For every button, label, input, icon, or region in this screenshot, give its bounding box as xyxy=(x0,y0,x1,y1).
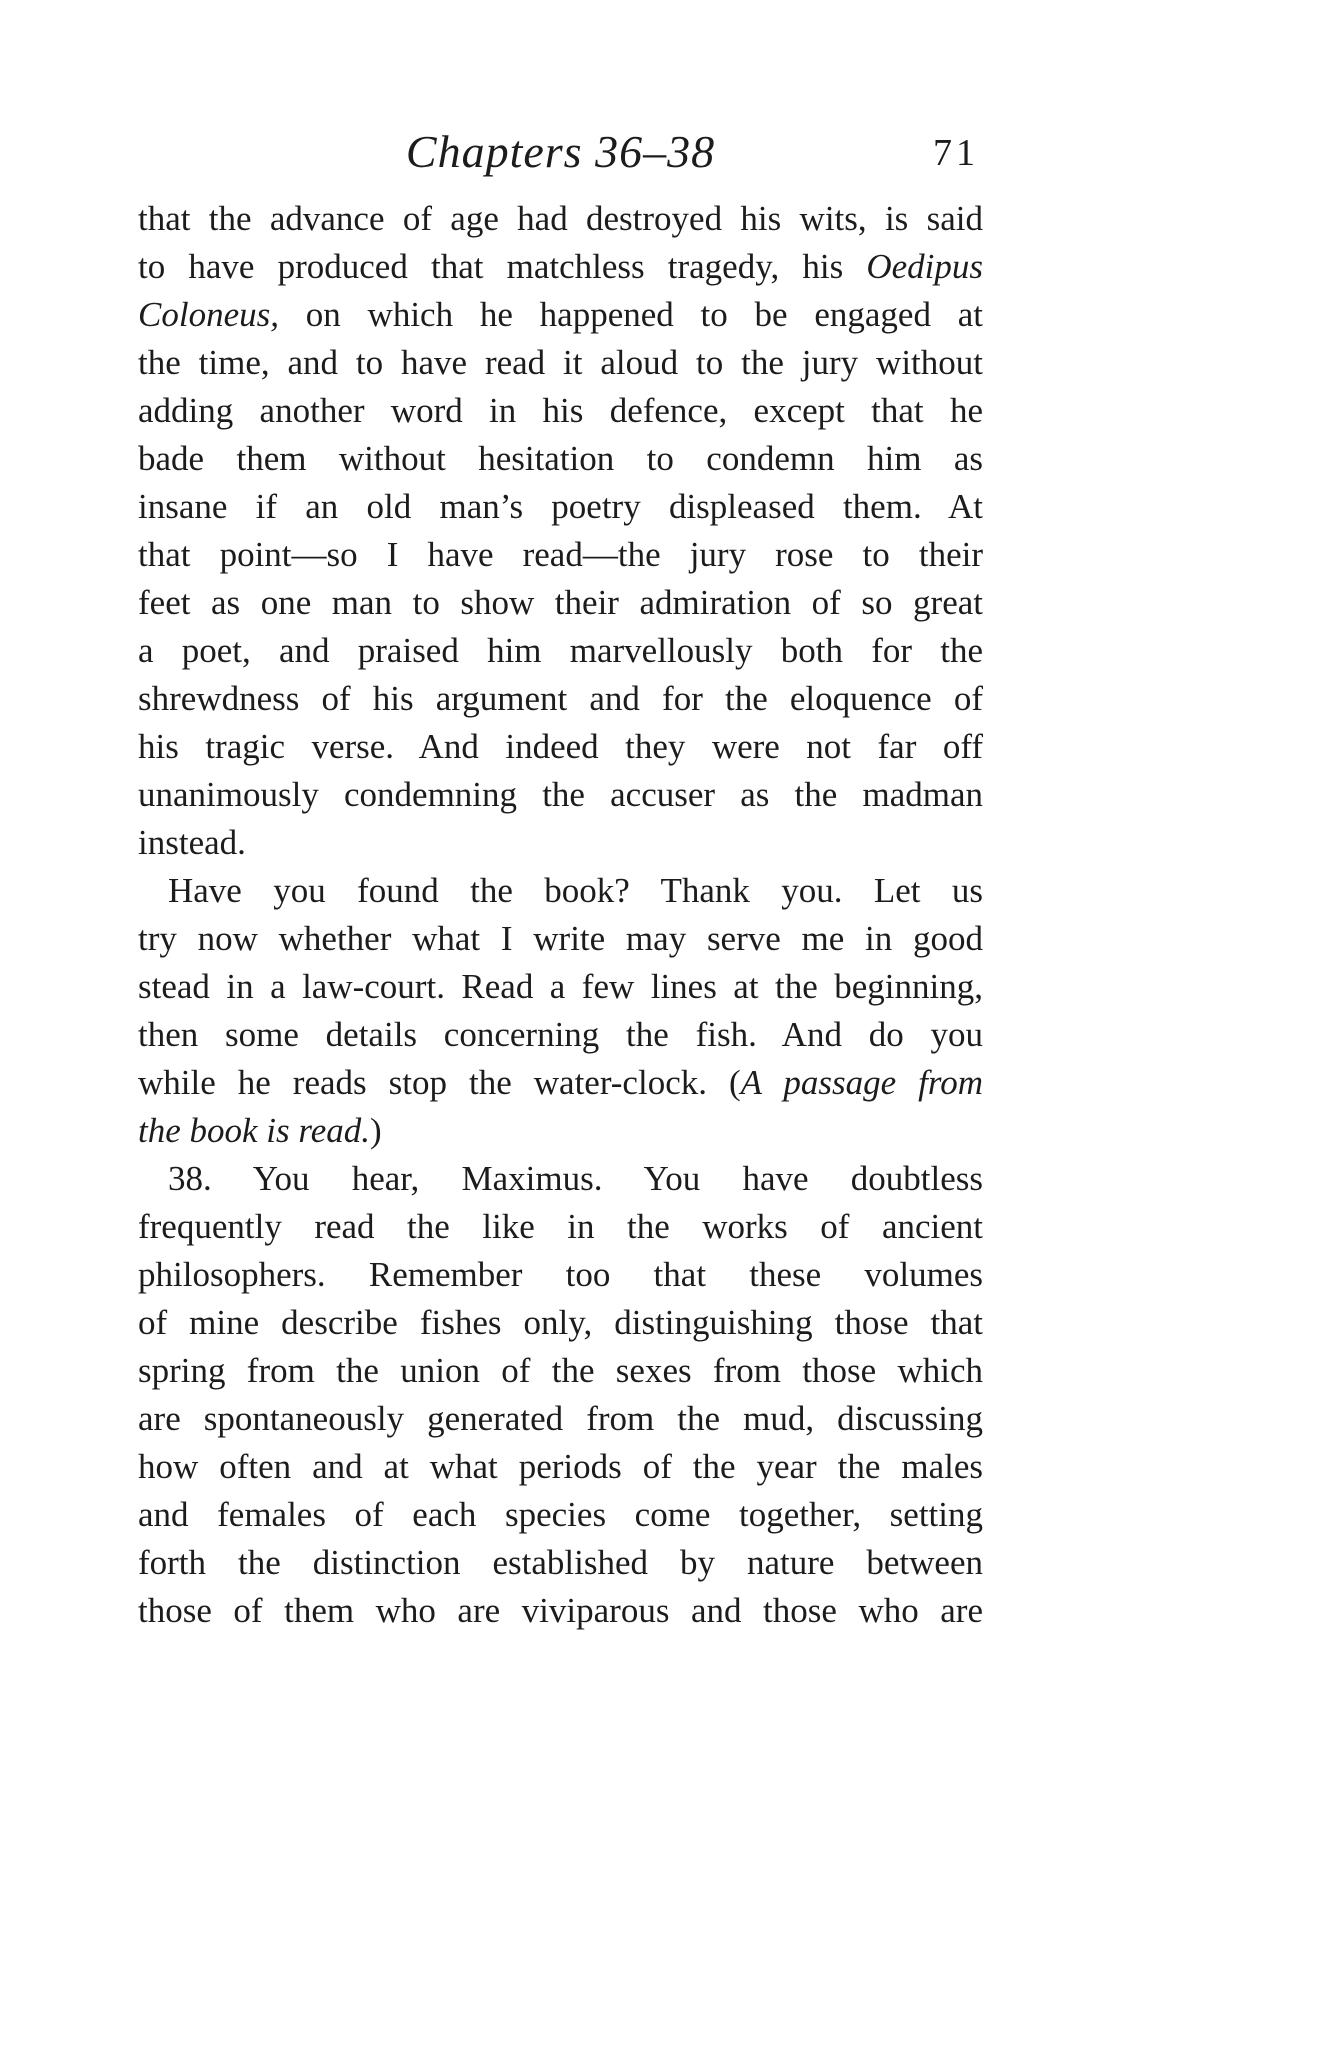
text-line xyxy=(138,963,983,1011)
italic-text: the book is read. xyxy=(138,1111,370,1150)
text-line xyxy=(138,387,983,435)
text-line xyxy=(138,819,983,867)
text-segment: are spontaneously generated from the mud, discussing xyxy=(138,1399,983,1438)
text-segment: feet as one man to show their admiration of so great xyxy=(138,583,983,622)
text-line xyxy=(138,1011,983,1059)
text-line xyxy=(138,915,983,963)
text-line xyxy=(138,1155,983,1203)
body-text xyxy=(138,195,983,1635)
text-line xyxy=(138,867,983,915)
paragraph xyxy=(138,195,983,867)
text-segment: that point—so I have read—the jury rose to their xyxy=(138,535,983,574)
text-line xyxy=(138,195,983,243)
text-segment: instead. xyxy=(138,823,246,862)
text-line xyxy=(138,1203,983,1251)
text-segment: try now whether what I write may serve me in good xyxy=(138,919,983,958)
text-segment: unanimously condemning the accuser as the madman xyxy=(138,775,983,814)
text-line xyxy=(138,1539,983,1587)
text-line xyxy=(138,1491,983,1539)
text-segment: his tragic verse. And indeed they were not far off xyxy=(138,727,983,766)
book-page xyxy=(138,125,983,1635)
text-line xyxy=(138,531,983,579)
text-line xyxy=(138,483,983,531)
text-line xyxy=(138,339,983,387)
page-number: 71 xyxy=(933,132,979,174)
text-segment: forth the distinction established by nature between xyxy=(138,1543,983,1582)
text-line xyxy=(138,291,983,339)
text-line xyxy=(138,1587,983,1635)
paragraph xyxy=(138,1155,983,1635)
text-line xyxy=(138,723,983,771)
text-segment: adding another word in his defence, except that he xyxy=(138,391,983,430)
text-segment: philosophers. Remember too that these volumes xyxy=(138,1255,983,1294)
text-segment: a poet, and praised him marvellously both for the xyxy=(138,631,983,670)
italic-text: Coloneus, xyxy=(138,295,279,334)
text-segment: those of them who are viviparous and those who are xyxy=(138,1591,983,1630)
running-head xyxy=(138,125,983,195)
text-segment: of mine describe fishes only, distinguishing those that xyxy=(138,1303,983,1342)
text-line xyxy=(138,627,983,675)
text-line xyxy=(138,771,983,819)
text-line xyxy=(138,1251,983,1299)
text-line xyxy=(138,1443,983,1491)
text-segment: shrewdness of his argument and for the eloquence of xyxy=(138,679,983,718)
text-segment: spring from the union of the sexes from those which xyxy=(138,1351,983,1390)
text-segment: the time, and to have read it aloud to the jury without xyxy=(138,343,983,382)
text-segment: ) xyxy=(370,1111,382,1150)
text-line xyxy=(138,1107,983,1155)
text-segment: on which he happened to be engaged at xyxy=(278,295,983,334)
italic-text: Oedipus xyxy=(866,247,983,286)
text-segment: frequently read the like in the works of ancient xyxy=(138,1207,983,1246)
text-line xyxy=(138,435,983,483)
text-segment: bade them without hesitation to condemn him as xyxy=(138,439,983,478)
text-line xyxy=(138,1059,983,1107)
paragraph xyxy=(138,867,983,1155)
text-line xyxy=(138,1347,983,1395)
text-line xyxy=(138,1395,983,1443)
text-line xyxy=(138,1299,983,1347)
text-segment: that the advance of age had destroyed his wits, is said xyxy=(138,199,983,238)
text-segment: how often and at what periods of the year the males xyxy=(138,1447,983,1486)
text-segment: insane if an old man’s poetry displeased them. At xyxy=(138,487,983,526)
text-line xyxy=(138,243,983,291)
text-segment: to have produced that matchless tragedy, his xyxy=(138,247,867,286)
text-segment: then some details concerning the fish. And do you xyxy=(138,1015,983,1054)
text-segment: Have you found the book? Thank you. Let us xyxy=(168,871,983,910)
text-segment: stead in a law-court. Read a few lines at the beginning, xyxy=(138,967,983,1006)
text-segment: 38. You hear, Maximus. You have doubtless xyxy=(168,1159,983,1198)
running-title: Chapters 36–38 xyxy=(405,126,716,177)
text-segment: and females of each species come together, setting xyxy=(138,1495,983,1534)
text-segment: while he reads stop the water-clock. ( xyxy=(138,1063,741,1102)
text-line xyxy=(138,579,983,627)
text-line xyxy=(138,675,983,723)
italic-text: A passage from xyxy=(740,1063,983,1102)
